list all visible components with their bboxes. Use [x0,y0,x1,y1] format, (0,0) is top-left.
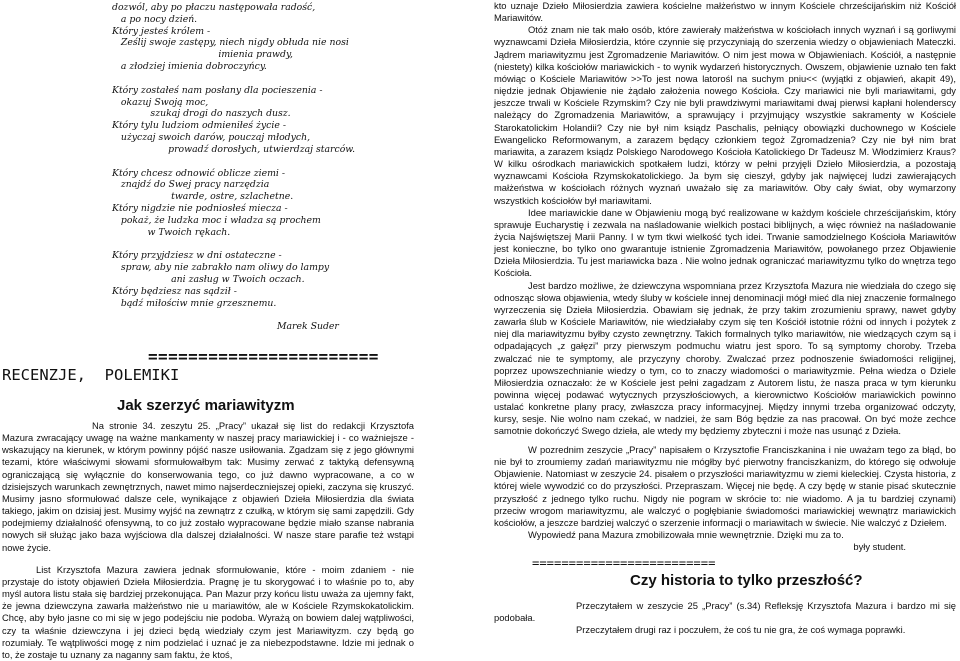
poem-line: ani zasług w Twoich oczach. [112,273,305,285]
left-separator-rule: ======================= [148,347,379,366]
poem-line: prowadź dorosłych, utwierdzaj starców. [112,143,356,155]
poem-author: Marek Suder [277,321,339,333]
poem-line: a złodziej imienia dobroczyńcy. [112,60,267,72]
poem-stanza-3 [112,168,462,239]
poem-line: Który nigdzie nie podniosłeś miecza - [112,202,288,214]
poem-line: użyczaj swoich darów, pouczaj młodych, [112,131,311,143]
poem-line: Który zostałeś nam posłany dla pocieszenia - [112,84,323,96]
right-paragraph: Jest bardzo możliwe, że dziewczyna wspomniana przez Krzysztofa Mazura nie wiedziała do czego się odnosząc słowa objawienia, wtedy śluby w kościele innej denominacji mógł mieć dla niej znaczenie formalnego wyrzeczenia się Dzieła Miłosierdzia. Obawiam się jednak, że przy takim zrozumieniu sprawy, nawet gdyby zawarła ślub w Kościele Mariawitów, nie wiedziałaby czym się ten Kościół istotnie różni od innych i pożytek z niej dla mariawityzmu byłby czysto zewnętrzny. Takich formalnych tylko mariawitów, nie wiedzących czym są i odpadających „z gałęzi” przy pierwszym podmuchu wiatru jest sporo. To są symptomy choroby. Trzeba zwalczać nie te symptomy, ale przyczyny choroby. Zwalczać przez podnoszenie świadomości religijnej, poprzez upowszechnianie wiedzy o tym, co to znaczy wiadomości o mariawityzmie. Pełna wiedza o Dziele Miłosierdzia oznaczało: że w Kościele jest pełni zagadzam z Autorem listu, że nasza praca w tym kierunku powinna więcej podawać wytycznych przyszłościowych, a kierownictwo Kościołów mariawickich powinno ustalać konkretne plany pracy, zwłaszcza pracy informacyjnej. Między innymi trzeba organizować odczyty, kursy, sesje. Nie wolno nam czekać, w nadziei, że sam Bóg będzie za nas pracował. On być może zechce samotnie dokończyć Swego dzieła, ale wtedy my będziemy zbyteczni i może nas usunąć z Dzieła. [494,279,956,437]
right-paragraph: Wypowiedź pana Mazura zmobilizowała mnie wewnętrznie. Dzięki mu za to. [528,529,844,541]
right-article-title: Czy historia to tylko przeszłość? [630,572,863,589]
right-article-body-continued [494,444,956,553]
right-article-body [494,0,956,438]
poem-line: Który chcesz odnowić oblicze ziemi - [112,167,286,179]
poem-line: Ześlij swoje zastępy, niech nigdy obłuda nie nosi [112,37,349,49]
right-paragraph: Otóż znam nie tak mało osób, które zawierały małżeństwa w kościołach innych wyznań i są gorliwymi wyznawcami Dzieła Miłosierdzia, które czynnie się przyczyniają do szerzenia wiedzy o objawieniach Mateczki. Jądrem mariawityzmu jest Zgromadzenie Mariawitów. O nim jest mowa w Objawieniach. Kościół, a następnie (niestety) kilka kościołów mariawickich - to wynik wydarzeń historycznych. Owszem, objawienie uznało ten fakt mówiąc o Kościele Mariawitów >>To jest nowa latorośl na suchym pniu<< (wyjątki z objawień, akapit 49), niędzie jednak Objawienie nie żądało założenia nowego Kościoła. Czy mariawici nie byli mariawitami, gdy jeszcze trwali w Kościele Rzymskim? Czy nie byli prawdziwymi mariawitami dwaj pierwsi kapłani holenderscy należący do Zgromadzenia Mariawitów, a sprawujący i przyjmujący wszystkie sakramenty w Kościele Starokatolickim Holandii? Czy nie był nim ksiądz Paschalis, pełniący obowiązki duchownego w Kościele Ewangelicko Reformowanym, a zarazem będący członkiem tegoż Zgromadzenia? Czy nie był nim brat mariawita, a zarazem ksiądz Polskiego Narodowego Kościoła Katolickiego Dr Tadeusz M. Włodzimierz Kraus? W kilku ośrodkach mariawickich spotkałem ludzi, którzy w pełni przyjęli Dzieło Miłosierdzia, a pozostają wyznawcami Kościoła Rzymskokatolickiego. Ja bym się cieszył, gdyby jak najwięcej ludzi zawierających małżeństwa w kościołach różnych wyznań uważało się za mariawitów. Oby cały świat, oby wymarzony wszystkich kościołów był mariawitami. [494,24,956,206]
left-paragraph: List Krzysztofa Mazura zawiera jednak sformułowanie, które - moim zdaniem - nie przystaje do istoty objawień Dzieła Miłosierdzia. Pragnę je tu skorygować i to właśnie po to, aby myśl autora listu stała się bardziej przekonująca. Pan Mazur przy końcu listu uważa za ujemny fakt, że jewna dziewczyna zawarła małżeństwo nie u mariawitów, ale w Kościele Rzymskokatolickim. Chcę, aby było jasne co mi się w jego podejściu nie podoba. Wyrażą on bowiem dalej wątpliwości, czy ta właśnie dziewczyna i jej dzieci będą wiedziały czym jest Mariawityzm. czy będą go rozumiały. Te wątpliwości mogę z nim podzielać i uznać je za niebezpodstawne. Idzie mi jednak o to, że zostaje tu uznany za naganny sam faktu, że ktoś, [2,563,414,660]
right-separator-rule: ========================= [532,556,716,570]
poem-stanza-2 [112,85,462,156]
poem-line: twarde, ostre, szlachetne. [112,191,294,203]
poem [112,2,462,333]
left-paragraph: Na stronie 34. zeszytu 25. „Pracy” ukazał się list do redakcji Krzysztofa Mazura zwracający uwagę na ważne mankamenty w naszej pracy mariawickiej i - co ważniejsze - wskazujący na kierunek, w którym powinny pójść nasze usiłowania. Zgadzam się z jego głównymi tezami, które właściwymi słowami sformułowałbym tak: Musimy zerwać z taktyką defensywną ograniczającą się wyłącznie do konserwowania tego, co już dawno wypracowane, a co w dzisiejszych warunkach zewnętrznych, nawet mimo najserdeczniejszej opieki, zaczyna się kruszyć. Musimy jasno sformułować dalsze cele, wynikające z objawień Dzieła Miłosierdzia dla świata takiego, jakim on dzisiaj jest. Musimy wyjść na zewnątrz z czułką, w którym się sami zapędzili. Gdy podejmiemy działalność ofensywną, to co już zostało wypracowane będzie miało szanse nabrania nowych sił służąc jako baza wyjściowa dla dalszej działalności. W nasze stare parafie też wstąpi nowe życie. [2,420,414,553]
poem-line: spraw, aby nie zabrakło nam oliwy do lampy [112,262,330,274]
poem-line: okazuj Swoją moc, [112,96,209,108]
poem-line: a po nocy dzień. [112,13,198,25]
poem-line: szukaj drogi do naszych dusz. [112,108,291,120]
right-article-intro [494,600,956,636]
poem-stanza-1 [112,2,462,73]
article-title: Jak szerzyć mariawityzm [117,397,295,414]
poem-stanza-4 [112,250,462,309]
poem-line: imienia prawdy, [112,49,293,61]
poem-line: Który tylu ludziom odmieniłeś życie - [112,120,286,132]
poem-line: dozwól, aby po płaczu następowała radość, [112,2,316,13]
poem-line: znajdź do Swej pracy narzędzia [112,179,270,191]
right-paragraph: Przeczytałem drugi raz i poczułem, że coś tu nie gra, że coś wymaga poprawki. [576,624,906,636]
poem-line: Który będziesz nas sądził - [112,285,237,297]
poem-line: bądź miłościw mnie grzesznemu. [112,297,277,309]
poem-line: w Twoich rękach. [112,226,231,238]
poem-line: Który jesteś królem - [112,25,211,37]
poem-line: Który przyjdziesz w dni ostateczne - [112,250,282,262]
right-paragraph: W pozrednim zeszycie „Pracy” napisałem o Krzysztofie Franciszkanina i nie uważam tego za błąd, bo nie był to zroumiemy zadań mariawityzmu nie mógłby być pierwotny franciszkanizm, do którego się odwołuje Objawienie. Natomiast w zeszycie 24. pisałem o przyszłości mariawityzmu w ziemi kieleckiej. Czysta historia, z której wiele wywodzić co do przyszłości. Przepraszam. Więcej nie będę. A czy będę w stanie pisać skutecznie przyszłość z jednego tylko ruchu. Nigdy nie pogram w skrócie to: nie wiadomo. A ja tu bardziej czynami) przeciw wrogom mariawityzmu, ale walczyć o pogłębianie świadomości mariawickiej wewnątrz mariawickich kościołów, a jeszcze bardziej walczyć o szerzenie informacji o mariawitach w świecie. Nie walczyć z Dziełem. [494,444,956,528]
section-heading: RECENZJE, POLEMIKI [2,366,180,384]
right-paragraph: Przeczytałem w zeszycie 25 „Pracy” (s.34) Refleksję Krzysztofa Mazura i bardzo mi się podobała. [494,600,956,624]
right-paragraph: Idee mariawickie dane w Objawieniu mogą być realizowane w każdym kościele chrześcijańskim, który sprawuje Eucharystię i zezwala na naśladowanie wielkich postaci biblijnych, a więc również na naśladowanie życia Najświętszej Marii Panny. I w tym tkwi wielkość tych idei. Trwanie samodzielnego Kościoła Mariawitów jest konieczne, bo tylko ono gwarantuje istnienie Zgromadzenia Mariawitów, powołanego przez Objawienie Dzieła Miłosierdzia. Tu jest mariawicka baza . Nie wolno jednak ograniczać mariawityzmu tylko do wnętrza tego Kościoła. [494,206,956,279]
right-paragraph: kto uznaje Dzieło Miłosierdzia zawiera kościelne małżeństwo w innym Kościele chrześcijańskim niż Kościół Mariawitów. [494,0,956,24]
poem-line: pokaż, że ludzka moc i władza są prochem [112,214,321,226]
left-article-body [2,420,414,661]
signature: były student. [853,541,906,553]
